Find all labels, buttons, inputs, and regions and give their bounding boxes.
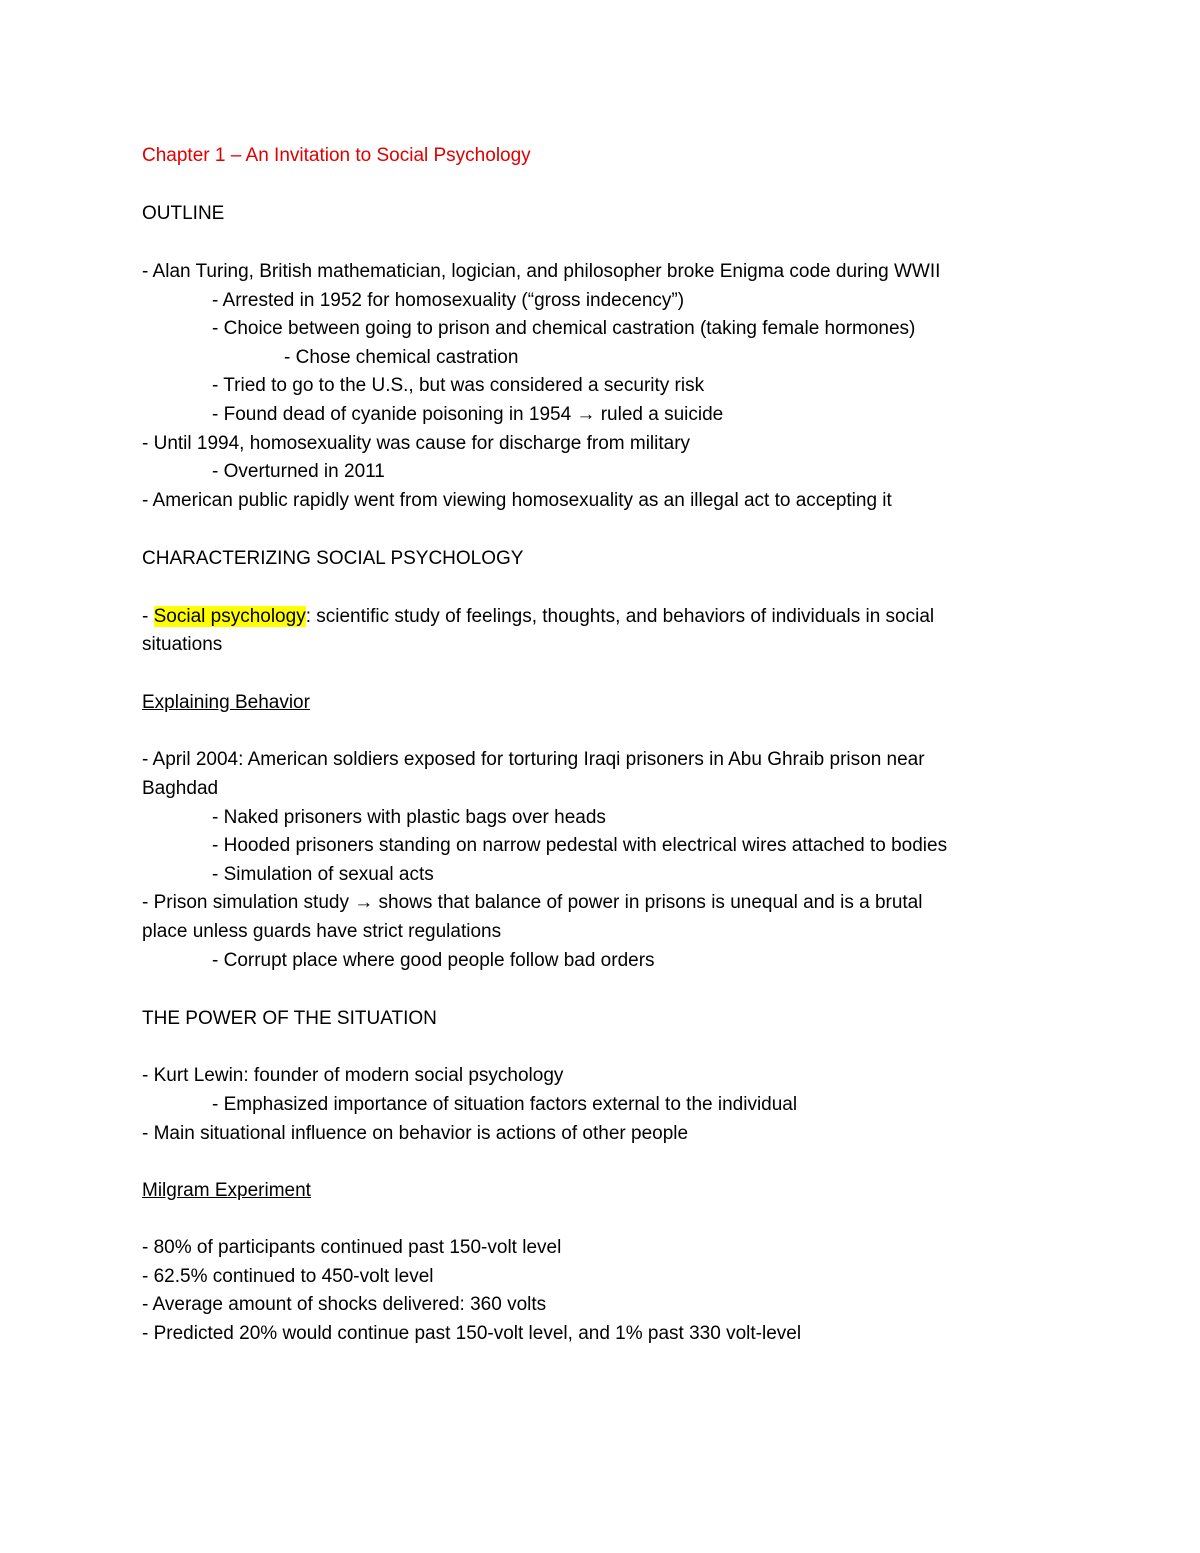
characterizing-heading: CHARACTERIZING SOCIAL PSYCHOLOGY [142,548,524,569]
explaining-heading: Explaining Behavior [142,692,310,713]
outline-line: - Chose chemical castration [284,347,519,368]
explaining-line: - April 2004: American soldiers exposed for torturing Iraqi prisoners in Abu Ghraib prison near [142,749,925,770]
power-line: - Main situational influence on behavior is actions of other people [142,1123,689,1144]
power-line: - Kurt Lewin: founder of modern social psychology [142,1065,564,1086]
explaining-line: - Hooded prisoners standing on narrow pedestal with electrical wires attached to bodies [212,835,948,856]
outline-line: - Arrested in 1952 for homosexuality (“gross indecency”) [212,290,685,311]
outline-heading: OUTLINE [142,203,225,224]
explaining-line: - Prison simulation study → shows that balance of power in prisons is unequal and is a brutal [142,892,923,913]
power-line: - Emphasized importance of situation factors external to the individual [212,1094,798,1115]
outline-line: - Until 1994, homosexuality was cause for discharge from military [142,433,691,454]
outline-line: - Choice between going to prison and chemical castration (taking female hormones) [212,318,916,339]
outline-line: - Overturned in 2011 [212,461,385,482]
explaining-line: - Naked prisoners with plastic bags over heads [212,807,606,828]
outline-line: - Found dead of cyanide poisoning in 1954 → ruled a suicide [212,404,724,425]
milgram-line: - 62.5% continued to 450-volt level [142,1266,434,1287]
milgram-line: - Predicted 20% would continue past 150-volt level, and 1% past 330 volt-level [142,1323,802,1344]
milgram-line: - 80% of participants continued past 150-volt level [142,1237,562,1258]
outline-line: - American public rapidly went from viewing homosexuality as an illegal act to accepting it [142,490,892,511]
explaining-line: - Simulation of sexual acts [212,864,434,885]
milgram-heading: Milgram Experiment [142,1180,311,1201]
outline-line: - Alan Turing, British mathematician, logician, and philosopher broke Enigma code during WWII [142,261,941,282]
power-heading: THE POWER OF THE SITUATION [142,1008,437,1029]
milgram-line: - Average amount of shocks delivered: 360 volts [142,1294,547,1315]
explaining-line: Baghdad [142,778,219,799]
chapter-title: Chapter 1 – An Invitation to Social Psychology [142,145,531,166]
definition-dash: - [142,606,154,627]
highlighted-term: Social psychology [153,606,306,627]
definition-text: : scientific study of feelings, thoughts, and behaviors of individuals in social [305,606,935,627]
outline-line: - Tried to go to the U.S., but was considered a security risk [212,375,705,396]
definition-continuation: situations [142,634,223,655]
explaining-line: place unless guards have strict regulations [142,921,502,942]
explaining-line: - Corrupt place where good people follow bad orders [212,950,655,971]
definition-line [142,604,934,630]
